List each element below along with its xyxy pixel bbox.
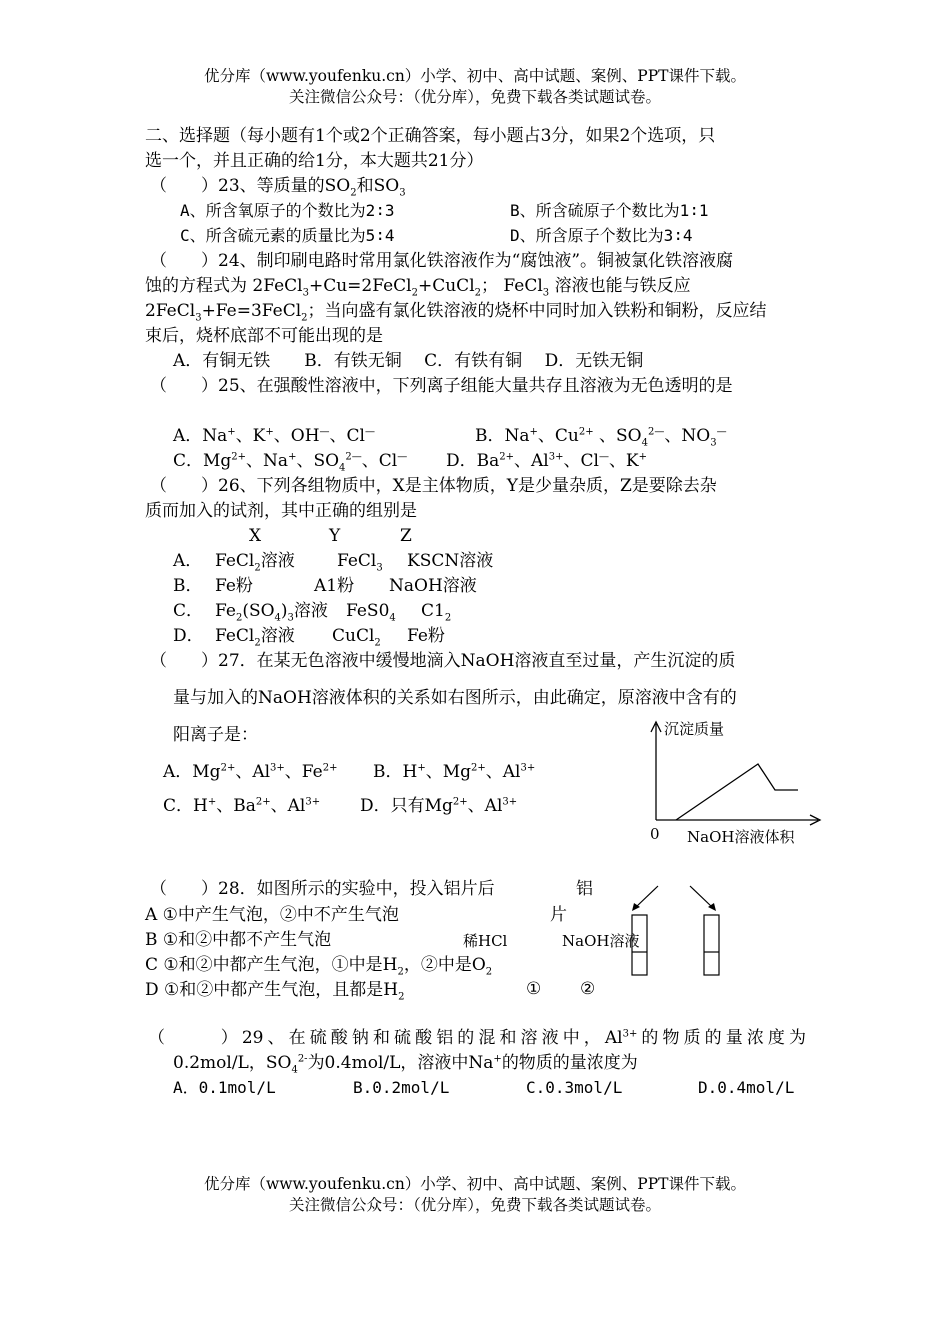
fig-label-aluminum-1: 铝 [576,879,593,899]
q28-option-b: B ①和②中都不产生气泡 [145,930,332,950]
fig-label-aluminum-2: 片 [550,905,567,925]
q26-row-b-label: B． [173,576,203,596]
test-tubes-figure [620,880,730,980]
q23-option-a: A、所含氧原子的个数比为2∶3 [180,201,395,220]
graph-origin-label: 0 [650,825,660,843]
q26-row-d-label: D． [173,626,204,646]
q26-row-a-z: KSCN溶液 [407,551,494,571]
q25-option-a: A．Na+、K+、OH—、Cl— [173,426,375,446]
q25-option-d: D．$Ba^{2+}$、$Al^{3+}$、Cl—、K+ [446,451,648,471]
graph-y-label: 沉淀质量 [664,720,725,738]
arrow-to-tube-1 [636,886,658,907]
arrow-to-tube-2 [690,886,712,907]
q27-line-2: 量与加入的NaOH溶液体积的关系如右图所示，由此确定，原溶液中含有的 [173,688,737,708]
fig-label-tube-2: ② [580,979,596,999]
q29-option-d: D.0.4mol/L [698,1078,795,1097]
q26-line-2: 质而加入的试剂，其中正确的组别是 [145,501,417,521]
footer-line-1: 优分库（www.youfenku.cn）小学、初中、高中试题、案例、PPT课件下载。 [203,1175,747,1193]
q24-options: A．有铜无铁 B．有铁无铜 C．有铁有铜 D．无铁无铜 [173,351,644,371]
q26-row-c-z: $C1_2$ [421,601,452,624]
test-tube-1 [632,915,647,975]
q29-line-1: （ ）29、在硫酸钠和硫酸铝的混和溶液中，$Al^{3+}$的物质的量浓度为 [148,1028,807,1048]
q26-row-c-y: $FeS0_4$ [346,601,396,624]
header-line-2: 关注微信公众号：（优分库），免费下载各类试题试卷。 [288,88,661,106]
header-line-1: 优分库（www.youfenku.cn）小学、初中、高中试题、案例、PPT课件下载。 [203,67,747,85]
q29-option-b: B.0.2mol/L [353,1078,450,1097]
q27-line-1: （ ）27．在某无色溶液中缓慢地滴入NaOH溶液直至过量，产生沉淀的质 [150,651,736,671]
graph-curve [676,764,798,820]
q27-line-3: 阳离子是： [173,725,258,745]
section-title-line-2: 选一个，并且正确的给1分，本大题共21分） [145,151,484,171]
q27-option-a: A．$Mg^{2+}$、$Al^{3+}$、$Fe^{2+}$ [163,762,338,782]
section-title-line-1: 二、选择题（每小题有1个或2个正确答案，每小题占3分，如果2个选项，只 [145,126,716,146]
fig-label-tube-1: ① [526,979,542,999]
q23-option-c: C、所含硫元素的质量比为5∶4 [180,226,395,245]
q26-row-d-x: FeCl$_2$溶液 [215,626,295,649]
q24-line-3: 2FeCl$_3$+Fe=3FeCl$_2$；当向盛有氯化铁溶液的烧杯中同时加入铁粉和铜粉，反应结 [145,301,767,324]
test-tube-2 [704,915,719,975]
fig-label-dilute-hcl: 稀HCl [463,932,508,950]
q26-row-c-x: $Fe_2(SO_4)_3$溶液 [215,601,328,624]
q29-line-2: 0.2mol/L，$SO_4^{2-}$为0.4mol/L，溶液中Na+的物质的量浓度为 [173,1053,638,1076]
q26-row-d-y: CuCl$_2$ [332,626,381,649]
q24-line-4: 束后，烧杯底部不可能出现的是 [145,326,383,346]
q28-option-d: D ①和②中都产生气泡，且都是$H_2$ [145,980,405,1003]
q29-option-a: A．0.1mol/L [173,1078,276,1097]
q26-col-z: Z [400,526,412,546]
q24-line-2: 蚀的方程式为 2FeCl$_3$+Cu=2FeCl$_2$+CuCl$_2$； FeCl$_3$ 溶液也能与铁反应 [145,276,691,299]
q26-col-x: X [249,526,262,546]
q25-option-c: C．$Mg^{2+}$、Na+、$SO_4^{2—}$、Cl— [173,451,408,474]
q24-line-1: （ ）24、制印刷电路时常用氯化铁溶液作为“腐蚀液”。铜被氯化铁溶液腐 [150,251,734,271]
q26-row-c-label: C． [173,601,204,621]
q25-option-b: B．Na+、$Cu^{2+}$ 、$SO_4^{2—}$、$NO_3^—$ [475,426,727,449]
q27-option-c: C．H+、$Ba^{2+}$、$Al^{3+}$ [163,796,321,816]
fig-label-naoh-solution: NaOH溶液 [562,932,640,950]
footer-line-2: 关注微信公众号：（优分库），免费下载各类试题试卷。 [288,1196,661,1214]
q23-option-b: B、所含硫原子个数比为1∶1 [510,201,709,220]
q27-option-d: D．只有$Mg^{2+}$、$Al^{3+}$ [360,796,518,816]
q26-row-b-y: A1粉 [314,576,355,596]
q23-stem: （ ）23、等质量的$SO_2$和$SO_3$ [150,176,406,199]
q26-row-a-x: FeCl$_2$溶液 [215,551,295,574]
q26-row-a-label: A． [173,551,203,571]
q28-stem: （ ）28．如图所示的实验中，投入铝片后 [150,879,495,899]
q29-option-c: C.0.3mol/L [526,1078,623,1097]
q26-row-b-x: Fe粉 [215,576,253,596]
q28-option-c: C ①和②中都产生气泡，①中是$H_2$，②中是$O_2$ [145,955,493,978]
q26-line-1: （ ）26、下列各组物质中，X是主体物质，Y是少量杂质，Z是要除去杂 [150,476,717,496]
q23-option-d: D、所含原子个数比为3∶4 [510,226,693,245]
q27-option-b: B．H+、$Mg^{2+}$、$Al^{3+}$ [373,762,536,782]
graph-x-label: NaOH溶液体积 [687,828,795,846]
q26-row-a-y: FeCl$_3$ [337,551,383,574]
q26-row-d-z: Fe粉 [407,626,445,646]
q25-stem: （ ）25、在强酸性溶液中，下列离子组能大量共存且溶液为无色透明的是 [150,376,733,396]
q26-col-y: Y [329,526,341,546]
q28-option-a: A ①中产生气泡，②中不产生气泡 [145,905,399,925]
q26-row-b-z: NaOH溶液 [389,576,477,596]
